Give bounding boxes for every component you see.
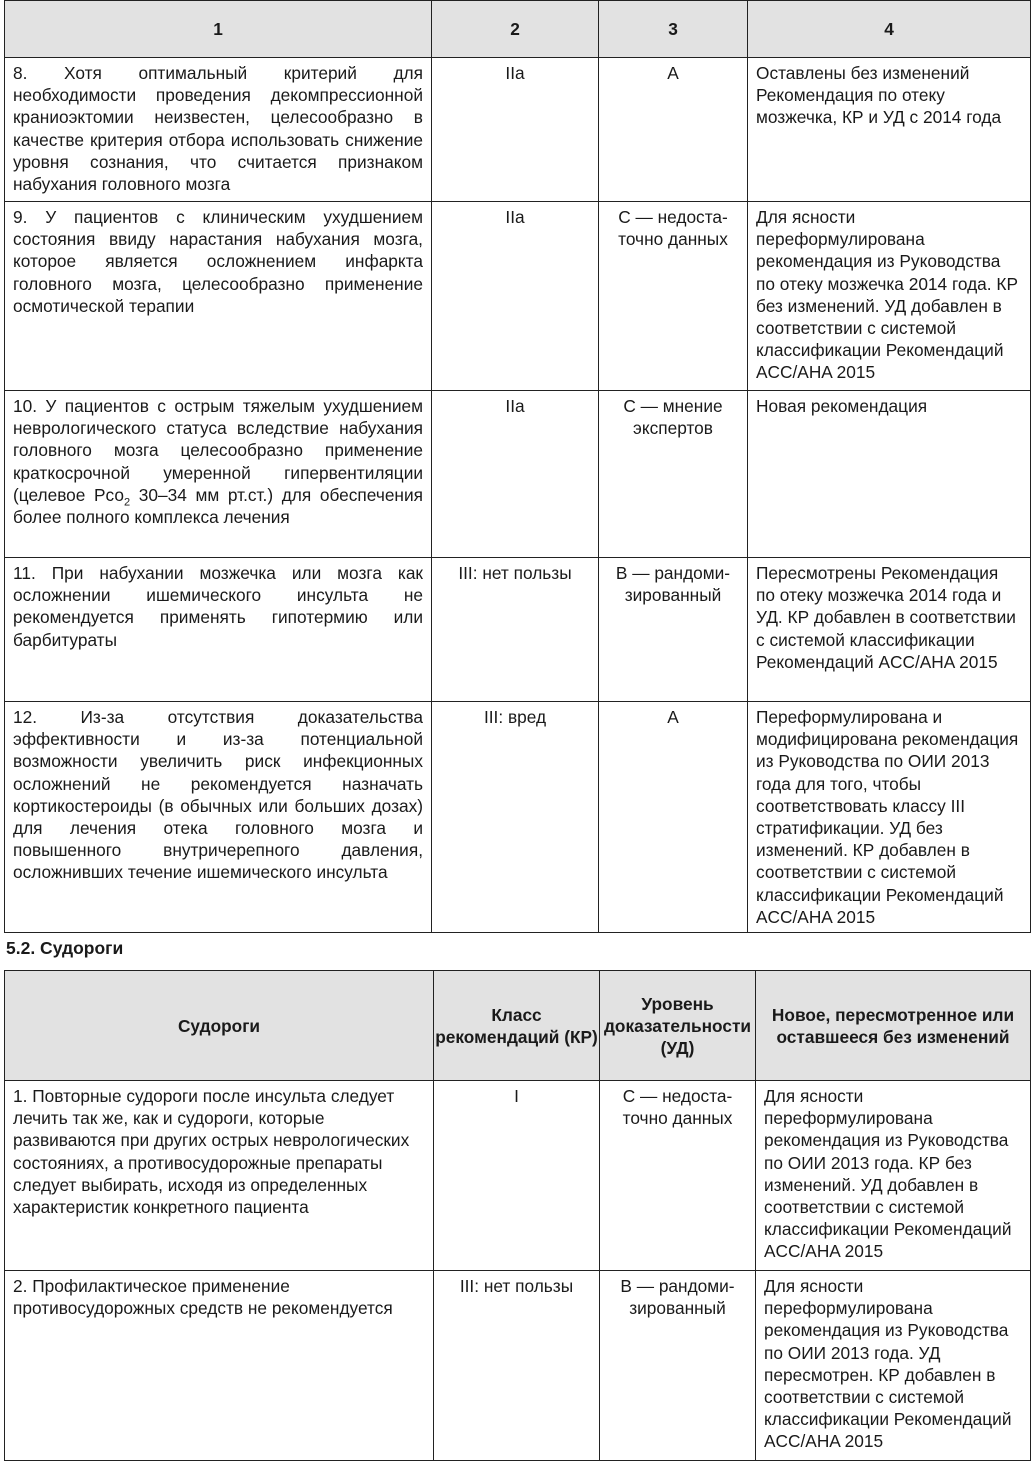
recommendation-class: IIa bbox=[432, 202, 599, 391]
table-row bbox=[5, 702, 1031, 933]
section-heading: 5.2. Судороги bbox=[6, 938, 124, 958]
recommendation-text-part: 10. У пациентов с острым тяжелым ухудшением неврологического статуса вследствие набухания головного мозга целесообразно применение краткосрочной умеренной гипервентиляции (целевое Рсо bbox=[13, 396, 423, 505]
table-row bbox=[5, 558, 1031, 702]
subscript: 2 bbox=[124, 496, 131, 509]
recommendation-text: 8. Хотя оптимальный критерий для необходимости проведения декомпрессионной краниоэктомии неизвестен, целесообразно в качестве критерия отбора использовать снижение уровня сознания, что считается признаком набухания головного мозга bbox=[5, 58, 432, 202]
table-row bbox=[5, 1081, 1031, 1271]
table-row bbox=[5, 391, 1031, 558]
evidence-level: A bbox=[599, 702, 748, 933]
recommendation-class: III: вред bbox=[432, 702, 599, 933]
recommendation-class: III: нет пользы bbox=[432, 558, 599, 702]
column-header: 2 bbox=[432, 1, 599, 58]
evidence-level: C — мнение экспертов bbox=[599, 391, 748, 558]
table-header-row bbox=[5, 971, 1031, 1081]
change-note: Для ясности переформулирована рекомендация из Руководства по ОИИ 2013 года. УД пересмотрен. КР добавлен в соответствии с системой классификации Рекомендаций ACC/AHA 2015 bbox=[756, 1271, 1031, 1461]
change-note: Для ясности переформулирована рекомендация из Руководства по ОИИ 2013 года. КР без изменений. УД добавлен в соответствии с системой классификации Рекомендаций ACC/AHA 2015 bbox=[756, 1081, 1031, 1271]
recommendation-text: 11. При набухании мозжечка или мозга как осложнении ишемического инсульта не рекомендуется применять гипотермию или барбитураты bbox=[5, 558, 432, 702]
column-header-class: Класс рекомендаций (КР) bbox=[434, 971, 600, 1081]
column-header: 1 bbox=[5, 1, 432, 58]
column-header: 3 bbox=[599, 1, 748, 58]
evidence-level: C — недоста- точно данных bbox=[600, 1081, 756, 1271]
recommendation-text: 12. Из-за отсутствия доказательства эффективности и из-за потенциальной возможности увеличить риск инфекционных осложнений не рекомендуется назначать кортикостероиды (в обычных или больших дозах) для лечения отека головного мозга и повышенного внутричерепного давления, осложнивших течение ишемического инсульта bbox=[5, 702, 432, 933]
column-header-seizures: Судороги bbox=[5, 971, 434, 1081]
recommendation-class: III: нет пользы bbox=[434, 1271, 600, 1461]
change-note: Новая рекомендация bbox=[748, 391, 1031, 558]
evidence-level: A bbox=[599, 58, 748, 202]
recommendation-text: 9. У пациентов с клиническим ухудшением состояния ввиду нарастания набухания мозга, которое является осложнением инфаркта головного мозга, целесообразно применение осмотической терапии bbox=[5, 202, 432, 391]
column-header: 4 bbox=[748, 1, 1031, 58]
evidence-level: B — рандоми- зированный bbox=[599, 558, 748, 702]
column-header-level: Уровень доказательности (УД) bbox=[600, 971, 756, 1081]
recommendations-table-continued bbox=[4, 0, 1031, 933]
change-note: Пересмотрены Рекомендация по отеку мозжечка 2014 года и УД. КР добавлен в соответствии с системой классификации Рекомендаций ACC/AHA 2015 bbox=[748, 558, 1031, 702]
table-header-row bbox=[5, 1, 1031, 58]
table-row bbox=[5, 58, 1031, 202]
recommendation-class: IIa bbox=[432, 58, 599, 202]
change-note: Для ясности переформулирована рекомендация из Руководства по отеку мозжечка 2014 года. КР без изменений. УД добавлен в соответствии с системой классификации Рекомендаций ACC/AHA 2015 bbox=[748, 202, 1031, 391]
recommendation-text: 2. Профилактическое применение противосудорожных средств не рекомендуется bbox=[5, 1271, 434, 1461]
recommendation-class: I bbox=[434, 1081, 600, 1271]
table-row bbox=[5, 202, 1031, 391]
change-note: Переформулирована и модифицирована рекомендация из Руководства по ОИИ 2013 года для того, чтобы соответствовать классу III стратификации. УД без изменений. КР добавлен в соответствии с системой классификации Рекомендаций ACC/AHA 2015 bbox=[748, 702, 1031, 933]
change-note: Оставлены без изменений Рекомендация по отеку мозжечка, КР и УД с 2014 года bbox=[748, 58, 1031, 202]
recommendation-text: 1. Повторные судороги после инсульта следует лечить так же, как и судороги, которые развиваются при других острых неврологических состояниях, а противосудорожные препараты следует выбирать, исходя из определенных характеристик конкретного пациента bbox=[5, 1081, 434, 1271]
recommendation-text-part: 30–34 мм рт.ст.) для обеспечения более полного комплекса лечения bbox=[13, 484, 423, 528]
evidence-level: B — рандоми- зированный bbox=[600, 1271, 756, 1461]
recommendation-text bbox=[5, 391, 432, 558]
seizures-table bbox=[4, 970, 1031, 1461]
column-header-status: Новое, пересмотренное или оставшееся без изменений bbox=[756, 971, 1031, 1081]
evidence-level: C — недоста- точно данных bbox=[599, 202, 748, 391]
table-row bbox=[5, 1271, 1031, 1461]
recommendation-class: IIa bbox=[432, 391, 599, 558]
